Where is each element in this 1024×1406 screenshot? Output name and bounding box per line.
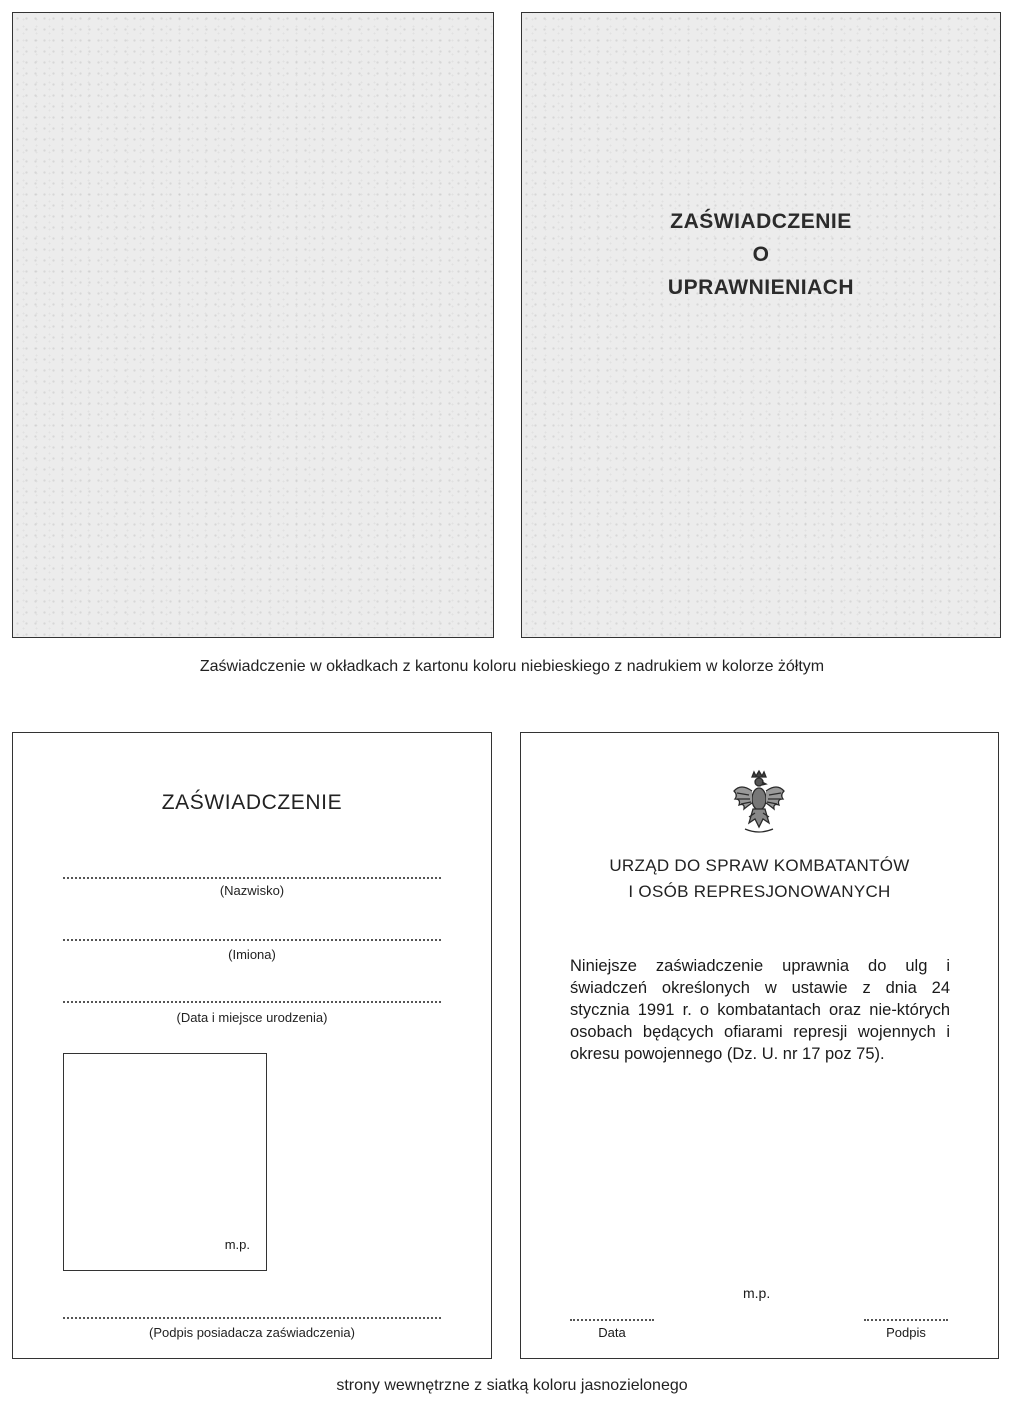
first-names-line xyxy=(63,939,441,941)
date-label: Data xyxy=(598,1325,626,1340)
photo-stamp-label: m.p. xyxy=(224,1237,250,1252)
cover-front-panel xyxy=(521,12,1001,638)
inner-left-page xyxy=(12,732,492,1359)
cover-caption: Zaświadczenie w okładkach z kartonu koloru niebieskiego z nadrukiem w kolorze żółtym xyxy=(199,658,825,675)
polish-eagle-emblem-icon xyxy=(731,769,787,835)
cover-title-line-1: ZAŚWIADCZENIE xyxy=(670,210,852,233)
cover-title-line-3: UPRAWNIENIACH xyxy=(667,276,855,299)
inner-right-page xyxy=(520,732,999,1359)
signature-label-right: Podpis xyxy=(886,1325,926,1340)
inner-pages-caption: strony wewnętrzne z siatką koloru jasnozielonego xyxy=(336,1377,688,1394)
birth-label: (Data i miejsce urodzenia) xyxy=(176,1010,328,1025)
stamp-label: m.p. xyxy=(743,1285,771,1301)
signature-line xyxy=(63,1317,441,1319)
office-name xyxy=(521,853,998,905)
cover-back-panel xyxy=(12,12,494,638)
surname-label: (Nazwisko) xyxy=(219,883,285,898)
first-names-label: (Imiona) xyxy=(228,947,276,962)
cover-title xyxy=(522,205,1000,304)
entitlement-text: Niniejsze zaświadczenie uprawnia do ulg i świadczeń określonych w ustawie z dnia 24 stycznia 1991 r. o kombatantach oraz nie-których osobach będących ofiarami represji wojennych i okresu powojennego (Dz. U. nr 17 poz 75). xyxy=(570,957,950,1063)
photo-box xyxy=(63,1053,267,1271)
signature-line-right xyxy=(864,1319,948,1321)
office-name-line-1: URZĄD DO SPRAW KOMBATANTÓW xyxy=(609,856,910,875)
surname-line xyxy=(63,877,441,879)
date-line xyxy=(570,1319,654,1321)
office-name-line-2: I OSÓB REPRESJONOWANYCH xyxy=(628,882,891,901)
birth-line xyxy=(63,1001,441,1003)
cover-title-line-2: O xyxy=(752,243,770,266)
inner-heading: ZAŚWIADCZENIE xyxy=(161,791,343,814)
signature-label: (Podpis posiadacza zaświadczenia) xyxy=(149,1325,355,1340)
